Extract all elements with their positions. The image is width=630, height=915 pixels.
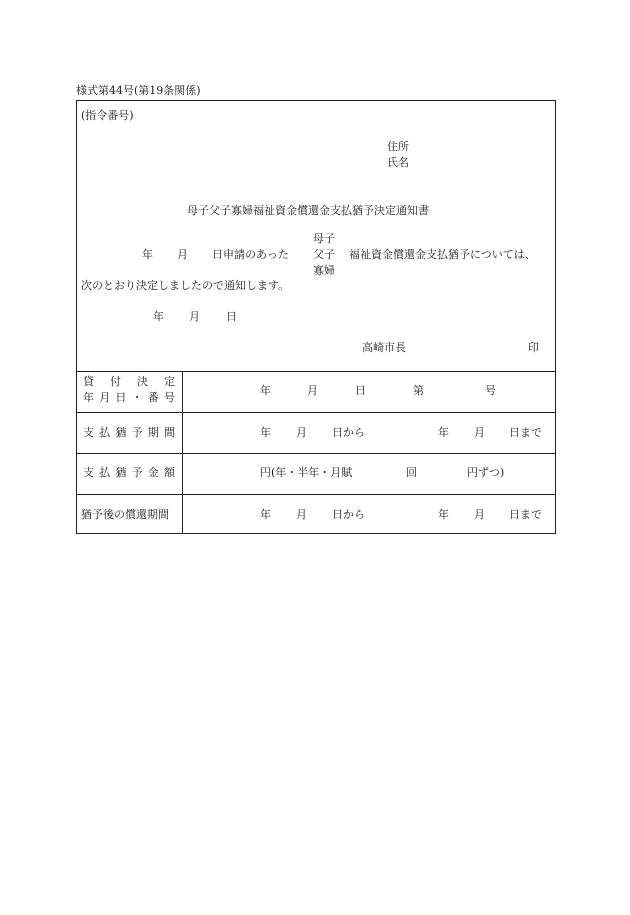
row2-label-char: 間 [163, 426, 175, 439]
row4-to-day: 日まで [509, 508, 542, 521]
row4-to-month: 月 [474, 508, 485, 521]
row4-from-year: 年 [260, 508, 271, 521]
row1-no-suffix: 号 [485, 384, 496, 397]
row1-month: 月 [307, 384, 318, 397]
row4-from-day: 日から [332, 508, 365, 521]
document-title: 母子父子寡婦福祉資金償還金支払猶予決定通知書 [187, 204, 429, 217]
row3-label [83, 467, 175, 478]
row1-label-char: 年 [83, 391, 94, 404]
designation-number: (指令番号) [81, 109, 134, 122]
row1-label-char: 番 [147, 391, 159, 404]
row4-label: 猶予後の償還期間 [81, 508, 169, 521]
seal-mark: 印 [528, 341, 539, 354]
row1-label-char: 号 [163, 391, 175, 404]
body-day-applied: 日申請のあった [212, 248, 289, 261]
row1-label-line2 [83, 392, 175, 403]
row2-from-day: 日から [332, 426, 365, 439]
row1-label-char: 月 [99, 391, 111, 404]
date-year: 年 [153, 310, 164, 323]
form-label: 様式第44号(第19条関係) [76, 84, 201, 97]
row1-label-char: 日 [115, 391, 127, 404]
row1-label-char: 定 [164, 375, 175, 388]
row2-to-day: 日まで [509, 426, 542, 439]
table-column-divider [182, 371, 183, 533]
date-month: 月 [189, 310, 200, 323]
category-fushi: 父子 [313, 248, 335, 261]
name-label: 氏名 [387, 156, 409, 169]
body-year: 年 [142, 248, 153, 261]
row2-label-char: 期 [147, 426, 159, 439]
row2-from-year: 年 [260, 426, 271, 439]
row4-from-month: 月 [296, 508, 307, 521]
body-suffix: 福祉資金償還金支払猶予については、 [349, 248, 536, 261]
row2-to-month: 月 [474, 426, 485, 439]
row1-no-prefix: 第 [413, 384, 424, 397]
row3-times: 回 [406, 466, 417, 479]
row3-label-char: 予 [131, 466, 143, 479]
row3-amount: 円(年・半年・月賦 [260, 466, 353, 479]
row2-label-char: 予 [131, 426, 143, 439]
row2-to-year: 年 [438, 426, 449, 439]
body-month: 月 [177, 248, 188, 261]
row2-label-char: 支 [83, 426, 94, 439]
row3-each: 円ずつ) [467, 466, 505, 479]
row4-to-year: 年 [438, 508, 449, 521]
category-boshi: 母子 [313, 232, 335, 245]
row2-label-char: 猶 [115, 426, 127, 439]
body-line2: 次のとおり決定しましたので通知します。 [81, 279, 290, 292]
row1-label-char: 付 [110, 375, 121, 388]
row1-year: 年 [260, 384, 271, 397]
row1-label-char: 決 [137, 375, 148, 388]
row-divider-2 [77, 453, 555, 454]
row3-label-char: 払 [99, 466, 111, 479]
row2-label-char: 払 [99, 426, 111, 439]
row2-from-month: 月 [296, 426, 307, 439]
row2-label [83, 427, 175, 438]
row-divider-1 [77, 412, 555, 413]
category-kafu: 寡婦 [313, 264, 335, 277]
row3-label-char: 金 [147, 466, 159, 479]
row1-label-char: 貸 [83, 375, 94, 388]
row3-label-char: 猶 [115, 466, 127, 479]
row1-label-line1 [83, 376, 175, 387]
table-top-border [77, 371, 555, 372]
issuer: 高崎市長 [362, 341, 406, 354]
row3-label-char: 額 [163, 466, 175, 479]
row3-label-char: 支 [83, 466, 94, 479]
row1-label-char: ・ [131, 391, 143, 404]
date-day: 日 [226, 310, 237, 323]
row1-day: 日 [355, 384, 366, 397]
address-label: 住所 [387, 140, 409, 153]
row-divider-3 [77, 494, 555, 495]
